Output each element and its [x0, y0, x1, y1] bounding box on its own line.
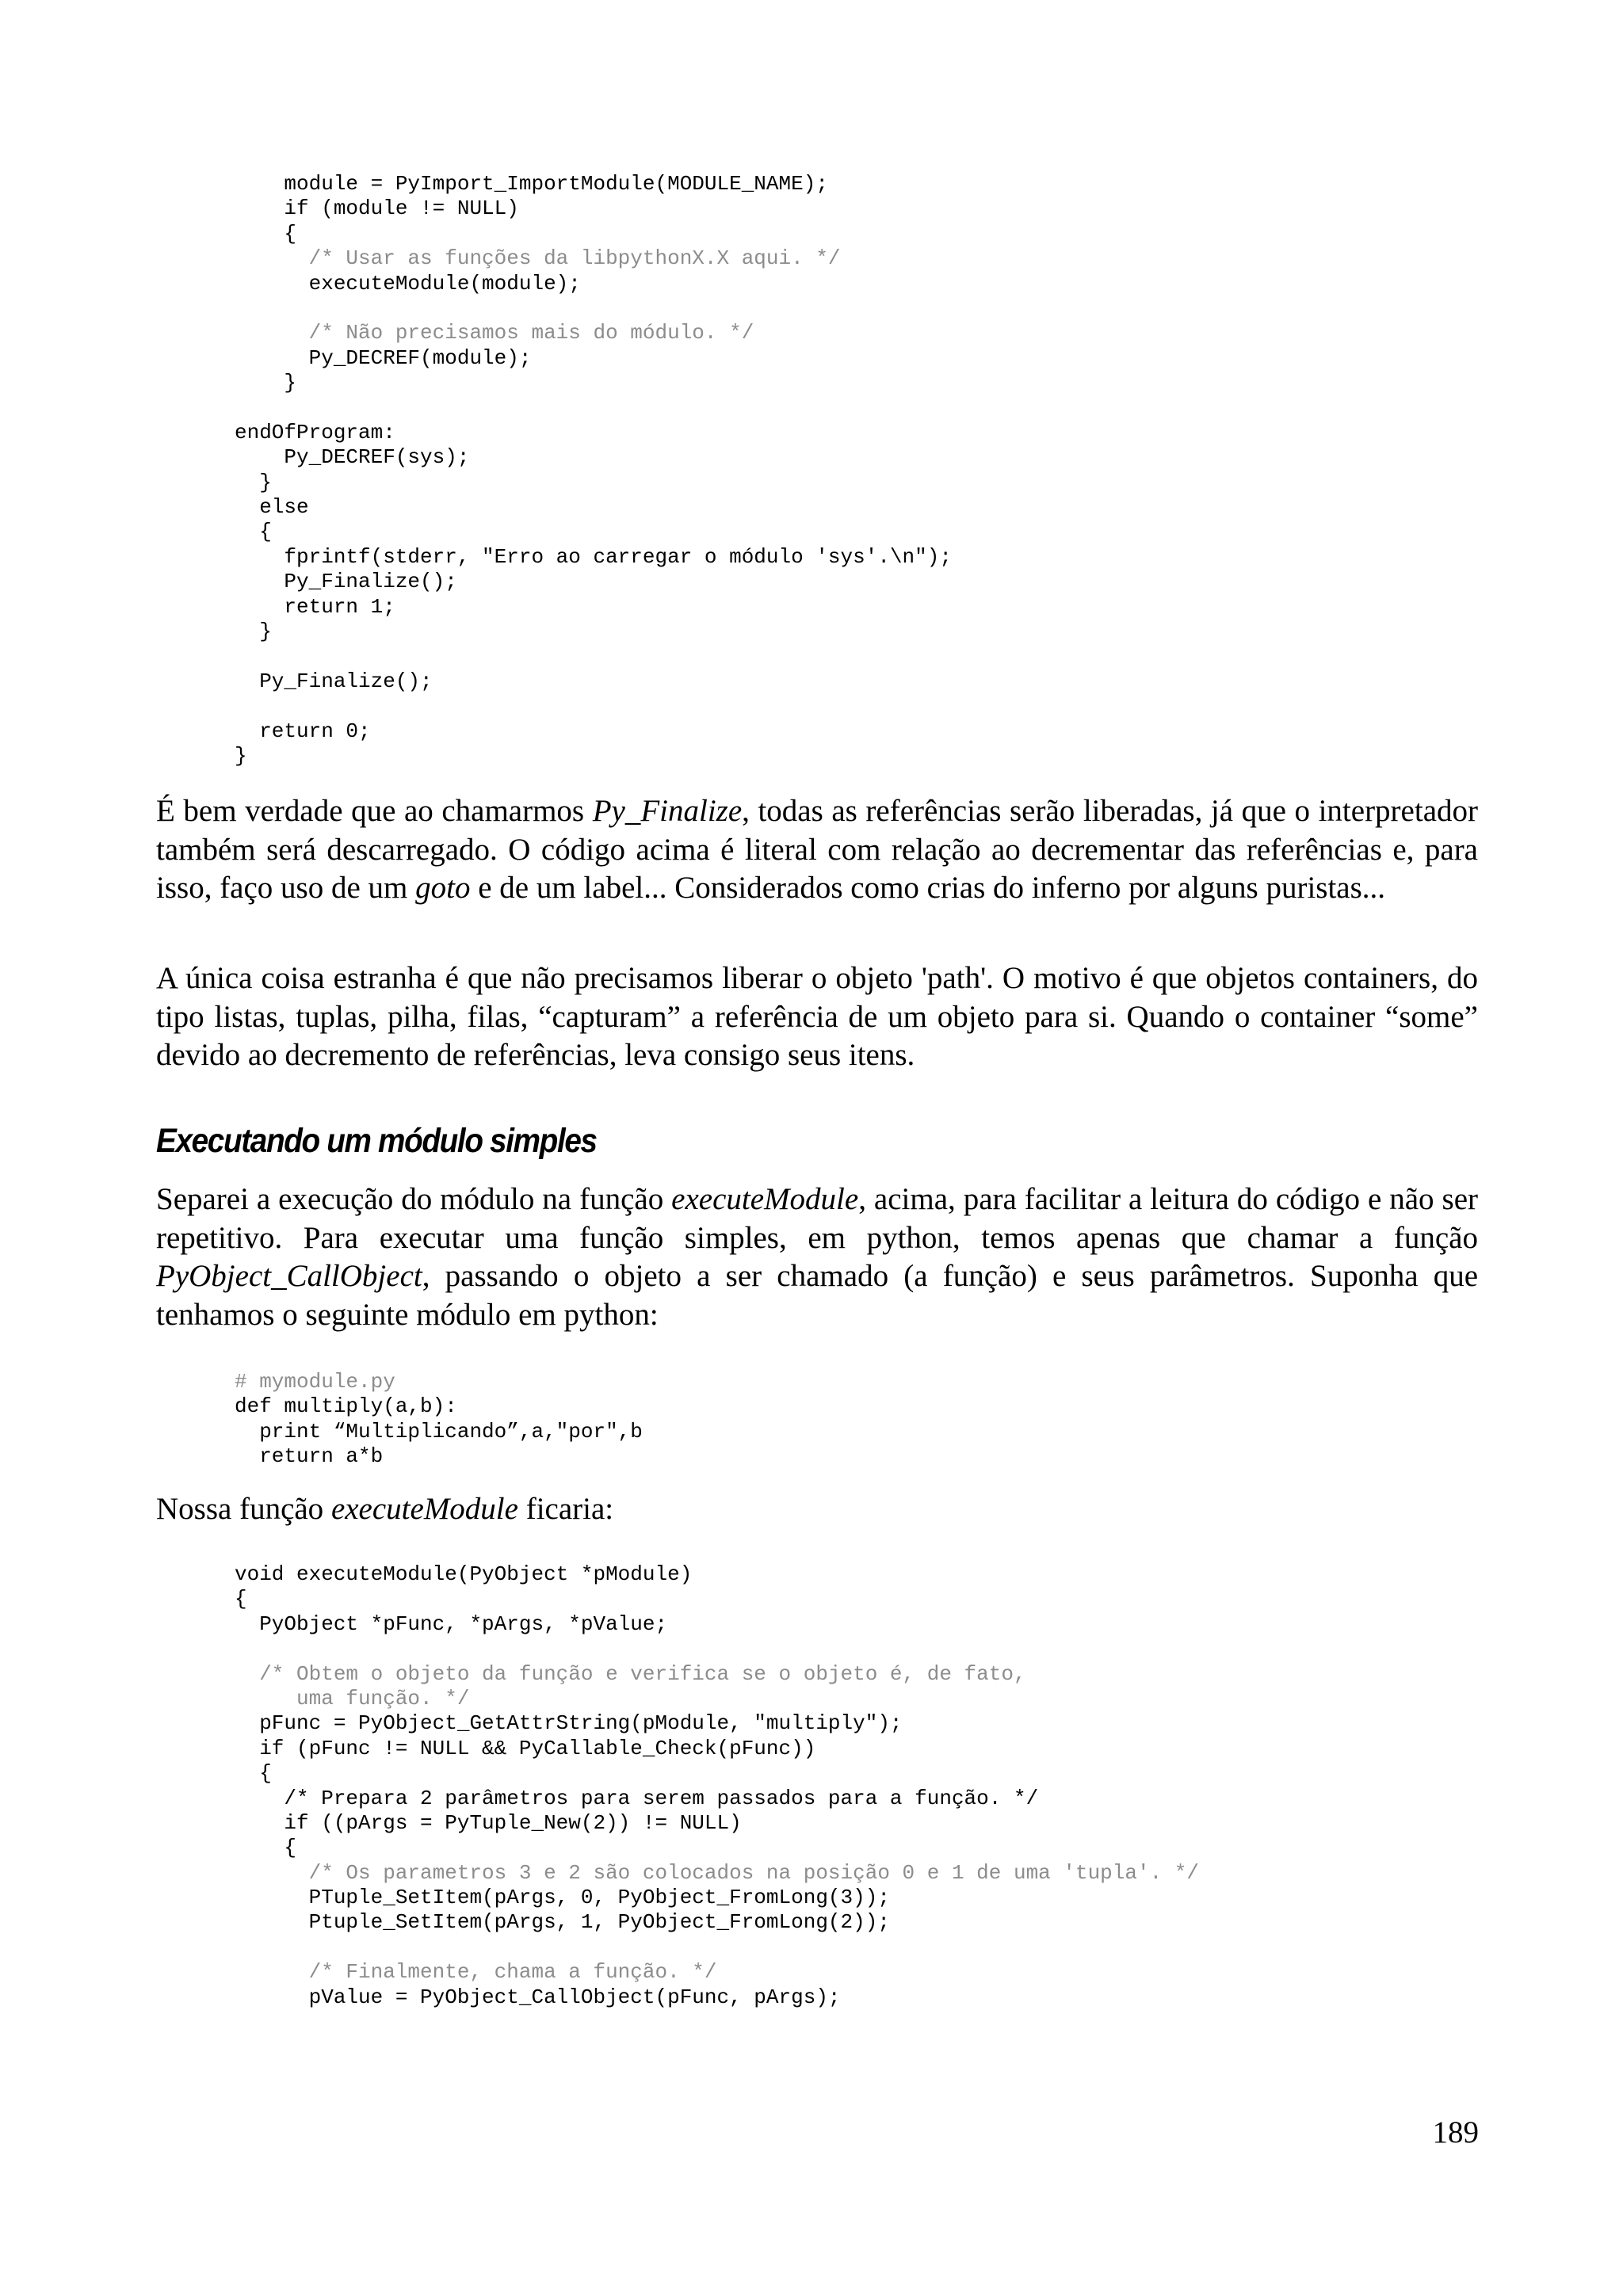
code-line: pFunc = PyObject_GetAttrString(pModule, "multiply"); [235, 1711, 903, 1736]
section-heading: Executando um módulo simples [156, 1122, 597, 1160]
code-block-continuation [235, 172, 952, 769]
code-line: if (pFunc != NULL && PyCallable_Check(pFunc)) [235, 1736, 816, 1760]
code-comment-line: # mymodule.py [235, 1370, 395, 1394]
code-line: Py_DECREF(sys); [235, 445, 470, 470]
code-line [235, 694, 952, 719]
emphasis-py-finalize: Py_Finalize [592, 794, 743, 828]
code-line: return 0; [235, 719, 371, 743]
code-line [235, 296, 952, 321]
code-line: Py_Finalize(); [235, 669, 433, 693]
paragraph-containers: A única coisa estranha é que não precisamos liberar o objeto 'path'. O motivo é que objetos containers, do tipo listas, tuplas, pilha, filas, “capturam” a referência de um objeto para si. Quando o container “some” devido ao decremento de referências, leva consigo seus itens. [156, 961, 1478, 1072]
code-line: module = PyImport_ImportModule(MODULE_NAME); [235, 172, 828, 196]
code-line: PTuple_SetItem(pArgs, 0, PyObject_FromLong(3)); [235, 1886, 890, 1910]
emphasis-execute-module: executeModule [671, 1182, 859, 1216]
paragraph-execute-module: Separei a execução do módulo na função executeModule, acima, para facilitar a leitura do código e não ser repetitivo. Para executar uma função simples, em python, temos apenas que chamar a função PyObject_CallObject, passando o objeto a ser chamado (a função) e seus parâmetros. Suponha que tenhamos o seguinte módulo em python: [156, 1182, 1478, 1332]
code-line [235, 1936, 1199, 1960]
code-block-python-module [235, 1370, 643, 1470]
code-line: { [235, 221, 297, 246]
code-line: endOfProgram: [235, 420, 395, 444]
code-comment-line: /* Os parametros 3 e 2 são colocados na posição 0 e 1 de uma 'tupla'. */ [235, 1860, 1199, 1885]
code-comment-line: /* Usar as funções da libpythonX.X aqui. */ [235, 246, 841, 271]
code-line: if ((pArgs = PyTuple_New(2)) != NULL) [235, 1810, 742, 1835]
code-line: PyObject *pFunc, *pArgs, *pValue; [235, 1611, 668, 1636]
code-line: executeModule(module); [235, 271, 581, 296]
code-line: void executeModule(PyObject *pModule) [235, 1562, 693, 1586]
code-line: { [235, 520, 272, 544]
code-line: return a*b [235, 1444, 384, 1469]
code-line: { [235, 1587, 247, 1611]
code-line [235, 1637, 1199, 1661]
code-line: else [235, 495, 309, 520]
code-comment-line: /* Obtem o objeto da função e verifica se o objeto é, de fato, [235, 1661, 1026, 1686]
paragraph-nossa-funcao: Nossa função executeModule ficaria: [156, 1492, 614, 1526]
emphasis-pyobject-callobject: PyObject_CallObject [156, 1259, 422, 1293]
code-line [235, 396, 952, 421]
code-line: } [235, 743, 247, 768]
code-line: { [235, 1761, 272, 1786]
code-line: return 1; [235, 594, 395, 619]
code-line: if (module != NULL) [235, 196, 519, 221]
code-block-execute-module [235, 1562, 1199, 2010]
code-line [235, 644, 952, 669]
code-line: } [235, 620, 272, 644]
emphasis-execute-module-2: executeModule [330, 1492, 518, 1526]
code-line: Ptuple_SetItem(pArgs, 1, PyObject_FromLong(2)); [235, 1910, 890, 1935]
code-line: pValue = PyObject_CallObject(pFunc, pArgs); [235, 1985, 841, 2009]
emphasis-goto: goto [415, 871, 471, 905]
code-line: Py_DECREF(module); [235, 345, 532, 370]
code-comment-line: uma função. */ [235, 1686, 470, 1711]
code-line: fprintf(stderr, "Erro ao carregar o módulo 'sys'.\n"); [235, 544, 952, 569]
code-line: } [235, 371, 297, 395]
code-line: Py_Finalize(); [235, 570, 457, 594]
code-line: def multiply(a,b): [235, 1394, 457, 1419]
code-comment-line: /* Finalmente, chama a função. */ [235, 1960, 717, 1985]
page-number: 189 [1432, 2115, 1479, 2149]
code-line: print “Multiplicando”,a,"por",b [235, 1419, 643, 1444]
paragraph-py-finalize: É bem verdade que ao chamarmos Py_Finalize, todas as referências serão liberadas, já que o interpretador também será descarregado. O código acima é literal com relação ao decrementar das referências e, para isso, faço uso de um goto e de um label... Considerados como crias do inferno por alguns puristas... [156, 794, 1478, 905]
code-line: { [235, 1836, 297, 1860]
code-line: /* Prepara 2 parâmetros para serem passados para a função. */ [235, 1786, 1039, 1810]
code-line: } [235, 470, 272, 494]
code-comment-line: /* Não precisamos mais do módulo. */ [235, 321, 754, 345]
